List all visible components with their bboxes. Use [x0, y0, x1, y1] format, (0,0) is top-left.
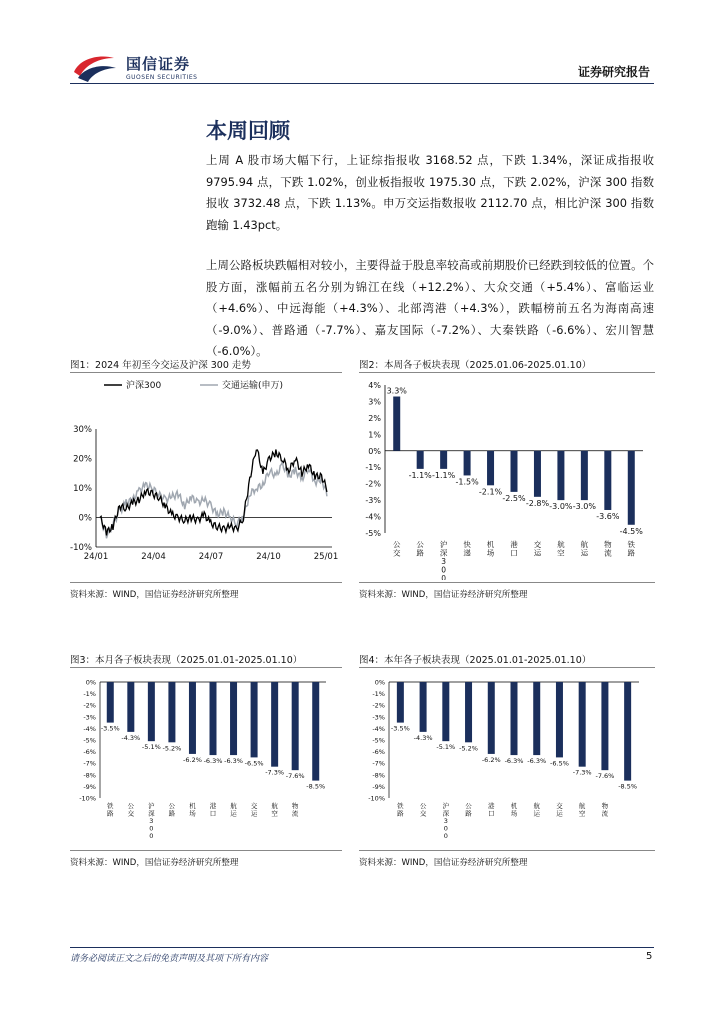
category-label — [579, 801, 586, 818]
category-label — [210, 801, 217, 818]
category-label — [148, 801, 155, 840]
svg-text:港: 港 — [510, 540, 518, 549]
x-tick-label: 24/10 — [256, 552, 281, 562]
data-label: -1.1% — [408, 470, 432, 480]
fig4-chart — [359, 670, 655, 848]
svg-text:物: 物 — [291, 802, 299, 810]
svg-text:口: 口 — [209, 809, 217, 818]
fig1-title: 图1：2024 年初至今交运及沪深 300 走势 — [70, 360, 251, 371]
y-tick-label: -9% — [83, 782, 96, 791]
svg-text:0: 0 — [441, 565, 447, 575]
bar — [533, 682, 540, 755]
y-tick-label: -8% — [372, 771, 385, 780]
svg-text:港: 港 — [488, 802, 495, 810]
category-label — [271, 801, 278, 818]
svg-text:公: 公 — [392, 540, 401, 549]
category-label — [420, 802, 427, 818]
svg-text:空: 空 — [557, 548, 565, 558]
svg-text:3: 3 — [441, 557, 447, 566]
y-tick-label: 0% — [85, 678, 96, 687]
svg-text:交: 交 — [556, 802, 563, 810]
legend-label: 沪深300 — [126, 381, 162, 391]
bar — [397, 682, 404, 723]
bar — [251, 682, 258, 757]
svg-text:航: 航 — [230, 802, 237, 810]
svg-text:交: 交 — [533, 540, 542, 549]
category-label — [107, 801, 114, 818]
y-tick-label: 10% — [73, 484, 92, 494]
logo — [70, 52, 120, 84]
bar — [511, 682, 518, 755]
bar — [488, 682, 495, 754]
svg-text:物: 物 — [601, 802, 609, 810]
fig3-title: 图3：本月各子板块表现（2025.01.01-2025.01.10） — [70, 655, 303, 666]
svg-text:快: 快 — [463, 540, 471, 549]
y-tick-label: 0% — [374, 678, 385, 687]
y-tick-label: -6% — [372, 748, 385, 757]
data-label: -7.3% — [265, 768, 285, 777]
y-tick-label: -4% — [365, 512, 381, 522]
svg-text:交: 交 — [392, 548, 401, 558]
svg-text:交: 交 — [250, 802, 258, 810]
category-label — [251, 801, 258, 818]
category-label — [488, 801, 495, 818]
data-label: -3.5% — [100, 724, 120, 733]
brand-name: 国信证券 — [126, 55, 191, 73]
data-label: -7.6% — [285, 772, 305, 781]
bar — [557, 451, 564, 500]
svg-text:沪: 沪 — [439, 540, 448, 549]
bar — [579, 682, 586, 767]
svg-text:公: 公 — [127, 802, 135, 810]
y-tick-label: 20% — [73, 454, 92, 465]
y-tick-label: -2% — [83, 701, 96, 710]
fig2-title: 图2：本周各子板块表现（2025.01.06-2025.01.10） — [359, 360, 592, 371]
svg-text:0: 0 — [149, 832, 154, 840]
category-label — [557, 539, 565, 558]
category-label — [556, 801, 563, 818]
fig1-legend — [104, 379, 283, 391]
data-label: -6.3% — [504, 757, 524, 766]
y-tick-label: -2% — [365, 479, 381, 489]
svg-text:路: 路 — [397, 809, 404, 818]
fig3-source: 资料来源：WIND，国信证券经济研究所整理 — [70, 858, 239, 868]
y-tick-label: -1% — [365, 463, 381, 473]
svg-text:场: 场 — [510, 809, 518, 818]
y-tick-label: -5% — [372, 736, 385, 745]
y-tick-label: -7% — [83, 759, 96, 768]
data-label: -4.5% — [619, 526, 643, 536]
data-label: 3.3% — [386, 386, 407, 396]
paragraph-sector: 上周公路板块跌幅相对较小，主要得益于股息率较高或前期股价已经跌到较低的位置。个股方面，涨幅前五名分别为锦江在线（+12.2%）、大众交通（+5.4%）、富临运业（+4.6%）、中远海能（+4.3%）、北部湾港（+4.3%），跌幅榜前五名为海南高速（-9.0%）、普路通（-7.7%）、嘉友国际（-7.2%）、大秦铁路（-6.6%）、宏川智慧（-6.0%）。 — [206, 258, 654, 358]
svg-text:深: 深 — [442, 809, 450, 818]
bar — [556, 682, 563, 757]
fig2-source: 资料来源：WIND，国信证券经济研究所整理 — [359, 590, 528, 600]
svg-text:公: 公 — [416, 540, 424, 549]
data-label: -6.3% — [527, 757, 547, 766]
fig1-source: 资料来源：WIND，国信证券经济研究所整理 — [70, 590, 239, 600]
category-label — [169, 802, 176, 818]
fig4-top-rule — [359, 667, 655, 668]
category-label — [581, 539, 589, 558]
svg-text:交: 交 — [419, 809, 427, 818]
y-tick-label: -3% — [372, 713, 385, 722]
svg-text:公: 公 — [419, 802, 427, 810]
y-tick-label: 1% — [368, 430, 381, 440]
svg-text:3: 3 — [149, 817, 154, 825]
svg-text:运: 运 — [580, 548, 589, 558]
data-label: -3.0% — [549, 502, 573, 512]
category-label — [230, 801, 237, 818]
data-label: -5.1% — [436, 743, 456, 752]
data-label: -8.5% — [618, 782, 638, 791]
bar — [148, 682, 155, 741]
fig3-chart — [70, 670, 342, 848]
category-label — [393, 540, 401, 558]
bar — [487, 451, 494, 486]
svg-text:铁: 铁 — [397, 802, 404, 810]
bar — [417, 451, 424, 469]
category-label — [604, 539, 612, 558]
data-label: -6.3% — [203, 757, 223, 766]
bar — [210, 682, 217, 755]
svg-text:运: 运 — [533, 809, 540, 818]
fig3-top-rule — [70, 667, 342, 668]
svg-text:3: 3 — [443, 817, 448, 825]
y-tick-label: 30% — [73, 425, 92, 435]
svg-text:港: 港 — [209, 802, 217, 810]
category-label — [128, 802, 135, 818]
category-label — [443, 801, 450, 840]
svg-text:深: 深 — [439, 548, 448, 558]
fig3-bottom-rule — [70, 850, 342, 851]
category-label — [602, 801, 609, 818]
svg-text:机: 机 — [189, 802, 196, 810]
svg-text:运: 运 — [250, 809, 258, 818]
y-tick-label: -3% — [365, 496, 381, 506]
y-tick-label: 2% — [368, 413, 381, 423]
bar — [581, 451, 588, 500]
footer-rule — [70, 947, 654, 948]
bar — [534, 451, 541, 497]
x-tick-label: 24/04 — [141, 552, 166, 562]
bar — [168, 682, 175, 742]
svg-text:口: 口 — [488, 809, 495, 818]
svg-text:沪: 沪 — [442, 802, 450, 810]
svg-text:铁: 铁 — [627, 540, 636, 549]
svg-text:物: 物 — [604, 540, 612, 549]
bar — [465, 682, 472, 742]
svg-text:公: 公 — [465, 802, 472, 810]
category-label — [292, 801, 299, 818]
category-label — [510, 539, 518, 558]
y-tick-label: -4% — [372, 724, 385, 733]
bar — [271, 682, 278, 767]
data-label: -5.1% — [141, 743, 161, 752]
svg-text:递: 递 — [463, 548, 471, 558]
footer-disclaimer: 请务必阅读正文之后的免责声明及其项下所有内容 — [70, 954, 269, 964]
data-label: -6.5% — [244, 759, 264, 768]
category-label — [416, 540, 424, 558]
guosen-logo-icon — [70, 52, 120, 84]
svg-text:0: 0 — [441, 574, 447, 580]
svg-text:运: 运 — [230, 809, 237, 818]
svg-text:路: 路 — [465, 809, 472, 818]
x-tick-label: 24/07 — [198, 552, 224, 562]
category-label — [465, 802, 472, 818]
svg-text:路: 路 — [107, 809, 114, 818]
data-label: -2.5% — [502, 493, 526, 503]
fig4-source: 资料来源：WIND，国信证券经济研究所整理 — [359, 858, 528, 868]
data-label: -4.3% — [121, 733, 141, 742]
data-label: -2.1% — [478, 487, 503, 497]
y-tick-label: -10% — [368, 794, 385, 803]
bar — [420, 682, 427, 732]
svg-text:航: 航 — [580, 540, 589, 549]
data-label: -6.2% — [481, 755, 501, 764]
y-tick-label: -9% — [372, 782, 385, 791]
y-tick-label: -1% — [372, 690, 385, 699]
data-label: -5.2% — [459, 744, 478, 753]
bar — [292, 682, 299, 770]
y-tick-label: -10% — [70, 543, 92, 553]
category-label — [511, 801, 518, 818]
bar — [127, 682, 134, 732]
svg-text:航: 航 — [557, 540, 565, 549]
y-tick-label: 0% — [368, 446, 381, 456]
svg-text:空: 空 — [271, 809, 278, 818]
data-label: -5.2% — [162, 744, 182, 753]
report-type: 证券研究报告 — [578, 65, 651, 79]
svg-text:0: 0 — [443, 832, 448, 840]
y-tick-label: -3% — [83, 713, 96, 722]
category-label — [440, 539, 448, 580]
svg-text:0: 0 — [443, 824, 448, 833]
svg-text:航: 航 — [578, 802, 586, 810]
y-tick-label: -5% — [83, 736, 96, 745]
legend-label: 交通运输(申万) — [222, 381, 284, 391]
y-tick-label: -8% — [83, 771, 96, 780]
category-label — [487, 539, 495, 558]
y-tick-label: -1% — [83, 690, 96, 699]
fig1-top-rule — [70, 372, 342, 373]
data-label: -6.2% — [183, 755, 202, 764]
category-label — [397, 801, 404, 818]
y-tick-label: -10% — [79, 794, 96, 803]
svg-text:机: 机 — [510, 802, 518, 810]
category-label — [533, 801, 540, 818]
svg-text:流: 流 — [604, 548, 612, 558]
data-label: -1.5% — [455, 477, 479, 487]
fig4-title: 图4：本年各子板块表现（2025.01.01-2025.01.10） — [359, 655, 592, 666]
svg-text:口: 口 — [510, 548, 518, 558]
y-tick-label: 4% — [368, 381, 381, 390]
fig1-chart — [70, 375, 342, 580]
svg-text:交: 交 — [127, 809, 135, 818]
section-title: 本周回顾 — [206, 119, 290, 143]
data-label: -7.6% — [595, 772, 615, 781]
paragraph-market: 上周 A 股市场大幅下行，上证综指报收 3168.52 点，下跌 1.34%，深证成指报收 9795.94 点，下跌 1.02%，创业板指报收 1975.30 点，下跌 2.02%，沪深 300 指数报收 3732.48 点，下跌 1.13%。申万交运指数报收 2112.70 点，相比沪深 300 指数跑输 1.43pct。 — [206, 153, 654, 232]
svg-text:运: 运 — [556, 809, 563, 818]
category-label — [189, 801, 196, 818]
bar — [604, 451, 611, 510]
data-label: -7.3% — [572, 768, 592, 777]
category-label — [463, 539, 471, 558]
y-tick-label: -7% — [372, 759, 385, 768]
y-tick-label: -6% — [83, 748, 96, 757]
y-tick-label: -4% — [83, 724, 96, 733]
bar — [189, 682, 196, 754]
bar — [601, 682, 608, 770]
data-label: -3.5% — [390, 724, 410, 733]
x-tick-label: 24/01 — [83, 552, 109, 562]
svg-text:场: 场 — [486, 548, 495, 558]
svg-text:流: 流 — [601, 809, 609, 818]
bar — [312, 682, 319, 781]
y-tick-label: -2% — [372, 701, 385, 710]
fig1-bottom-rule — [70, 582, 342, 583]
x-tick-label: 25/01 — [313, 552, 339, 562]
fig2-bottom-rule — [359, 582, 655, 583]
category-label — [534, 539, 542, 558]
svg-text:深: 深 — [148, 809, 155, 818]
bar — [511, 451, 518, 492]
y-tick-label: -5% — [365, 529, 381, 538]
y-tick-label: 3% — [368, 397, 381, 407]
data-label: -2.8% — [525, 498, 550, 508]
bar — [442, 682, 449, 741]
svg-text:空: 空 — [578, 809, 586, 818]
header-rule — [70, 83, 654, 84]
fig2-chart — [359, 375, 655, 580]
svg-text:0: 0 — [149, 824, 154, 833]
svg-text:公: 公 — [168, 802, 176, 810]
fig2-top-rule — [359, 372, 655, 373]
data-label: -4.3% — [413, 733, 433, 742]
svg-text:航: 航 — [533, 802, 540, 810]
svg-text:铁: 铁 — [107, 802, 114, 810]
svg-text:流: 流 — [291, 809, 299, 818]
data-label: -3.0% — [572, 502, 596, 512]
bar — [628, 451, 635, 525]
brand-name-en: GUOSEN SECURITIES — [126, 74, 198, 81]
bar — [464, 451, 471, 476]
category-label — [628, 539, 636, 558]
data-label: -6.3% — [224, 757, 243, 766]
bar — [230, 682, 237, 755]
bar — [624, 682, 631, 781]
svg-text:路: 路 — [627, 548, 636, 558]
svg-text:沪: 沪 — [148, 802, 155, 810]
bar — [393, 397, 400, 451]
svg-text:运: 运 — [533, 548, 542, 558]
data-label: -1.1% — [432, 470, 456, 480]
data-label: -3.6% — [596, 511, 620, 521]
y-tick-label: 0% — [78, 513, 92, 524]
data-label: -8.5% — [306, 782, 326, 791]
svg-text:场: 场 — [189, 809, 196, 818]
svg-text:航: 航 — [271, 802, 278, 810]
svg-text:机: 机 — [486, 540, 495, 549]
svg-text:路: 路 — [416, 548, 424, 558]
bar — [107, 682, 114, 723]
svg-text:路: 路 — [168, 809, 176, 818]
series-line-沪深300 — [100, 450, 327, 536]
page-number: 5 — [646, 951, 653, 962]
fig4-bottom-rule — [359, 850, 655, 851]
bar — [440, 451, 447, 469]
data-label: -6.5% — [550, 759, 569, 768]
